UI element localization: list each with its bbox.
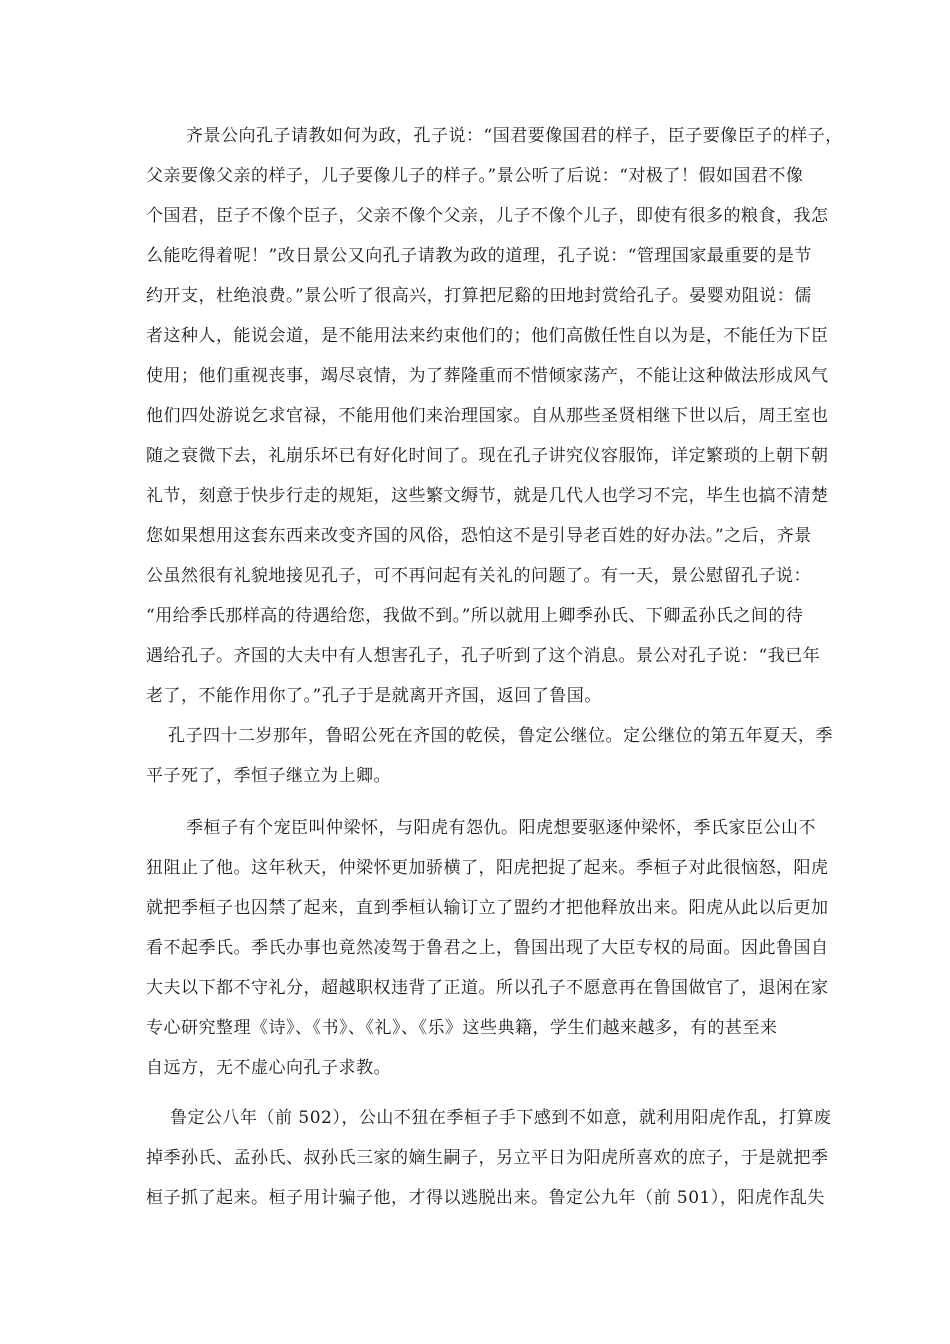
text-line: 孔子四十二岁那年，鲁昭公死在齐国的乾侯，鲁定公继位。定公继位的第五年夏天，季 (168, 726, 833, 746)
text-line: “用给季氏那样高的待遇给您，我做不到。”所以就用上卿季孙氏、下卿孟孙氏之间的待 (146, 606, 804, 626)
text-line: 自远方，无不虚心向孔子求教。 (146, 1058, 391, 1078)
text-line: 他们四处游说乞求官禄，不能用他们来治理国家。自从那些圣贤相继下世以后，周王室也 (146, 406, 829, 426)
text-line: 约开支，杜绝浪费。”景公听了很高兴，打算把尼谿的田地封赏给孔子。晏婴劝阻说：儒 (146, 286, 812, 306)
text-line: 就把季桓子也囚禁了起来，直到季桓认输订立了盟约才把他释放出来。阳虎从此以后更加 (146, 898, 829, 918)
text-line: 父亲要像父亲的样子，儿子要像儿子的样子。”景公听了后说：“对极了！假如国君不像 (146, 166, 804, 186)
text-line: 礼节，刻意于快步行走的规矩，这些繁文缛节，就是几代人也学习不完，毕生也搞不清楚 (146, 486, 829, 506)
text-line: 者这种人，能说会道，是不能用法来约束他们的；他们高傲任性自以为是，不能任为下臣 (146, 326, 829, 346)
text-line: 看不起季氏。季氏办事也竟然凌驾于鲁君之上，鲁国出现了大臣专权的局面。因此鲁国自 (146, 938, 829, 958)
text-line: 遇给孔子。齐国的大夫中有人想害孔子，孔子听到了这个消息。景公对孔子说：“我已年 (146, 646, 821, 666)
text-line: 鲁定公八年（前 502），公山不狃在季桓子手下感到不如意，就利用阳虎作乱，打算废 (170, 1108, 832, 1128)
text-line: 桓子抓了起来。桓子用计骗子他，才得以逃脱出来。鲁定公九年（前 501），阳虎作乱失 (146, 1188, 825, 1208)
text-line: 老了，不能作用你了。”孔子于是就离开齐国，返回了鲁国。 (146, 686, 602, 706)
text-line: 季桓子有个宠臣叫仲梁怀，与阳虎有怨仇。阳虎想要驱逐仲梁怀，季氏家臣公山不 (186, 818, 816, 838)
text-line: 您如果想用这套东西来改变齐国的风俗，恐怕这不是引导老百姓的好办法。”之后，齐景 (146, 526, 812, 546)
text-line: 齐景公向孔子请教如何为政，孔子说：“国君要像国君的样子，臣子要像臣子的样子， (186, 126, 843, 146)
text-line: 掉季孙氏、孟孙氏、叔孙氏三家的嫡生嗣子，另立平日为阳虎所喜欢的庶子，于是就把季 (146, 1148, 829, 1168)
text-line: 大夫以下都不守礼分，超越职权违背了正道。所以孔子不愿意再在鲁国做官了，退闲在家 (146, 978, 829, 998)
text-line: 公虽然很有礼貌地接见孔子，可不再问起有关礼的问题了。有一天，景公慰留孔子说： (146, 566, 811, 586)
text-line: 使用；他们重视丧事，竭尽哀情，为了葬隆重而不惜倾家荡产，不能让这种做法形成风气 (146, 366, 829, 386)
text-line: 平子死了，季恒子继立为上卿。 (146, 766, 391, 786)
text-line: 么能吃得着呢！”改日景公又向孔子请教为政的道理，孔子说：“管理国家最重要的是节 (146, 246, 812, 266)
text-line: 专心研究整理《诗》、《书》、《礼》、《乐》这些典籍，学生们越来越多，有的甚至来 (146, 1018, 778, 1038)
text-line: 随之衰微下去，礼崩乐坏已有好化时间了。现在孔子讲究仪容服饰，详定繁琐的上朝下朝 (146, 446, 829, 466)
text-line: 个国君，臣子不像个臣子，父亲不像个父亲，儿子不像个儿子，即使有很多的粮食，我怎 (146, 206, 829, 226)
text-line: 狃阻止了他。这年秋天，仲梁怀更加骄横了，阳虎把捉了起来。季桓子对此很恼怒，阳虎 (146, 858, 829, 878)
